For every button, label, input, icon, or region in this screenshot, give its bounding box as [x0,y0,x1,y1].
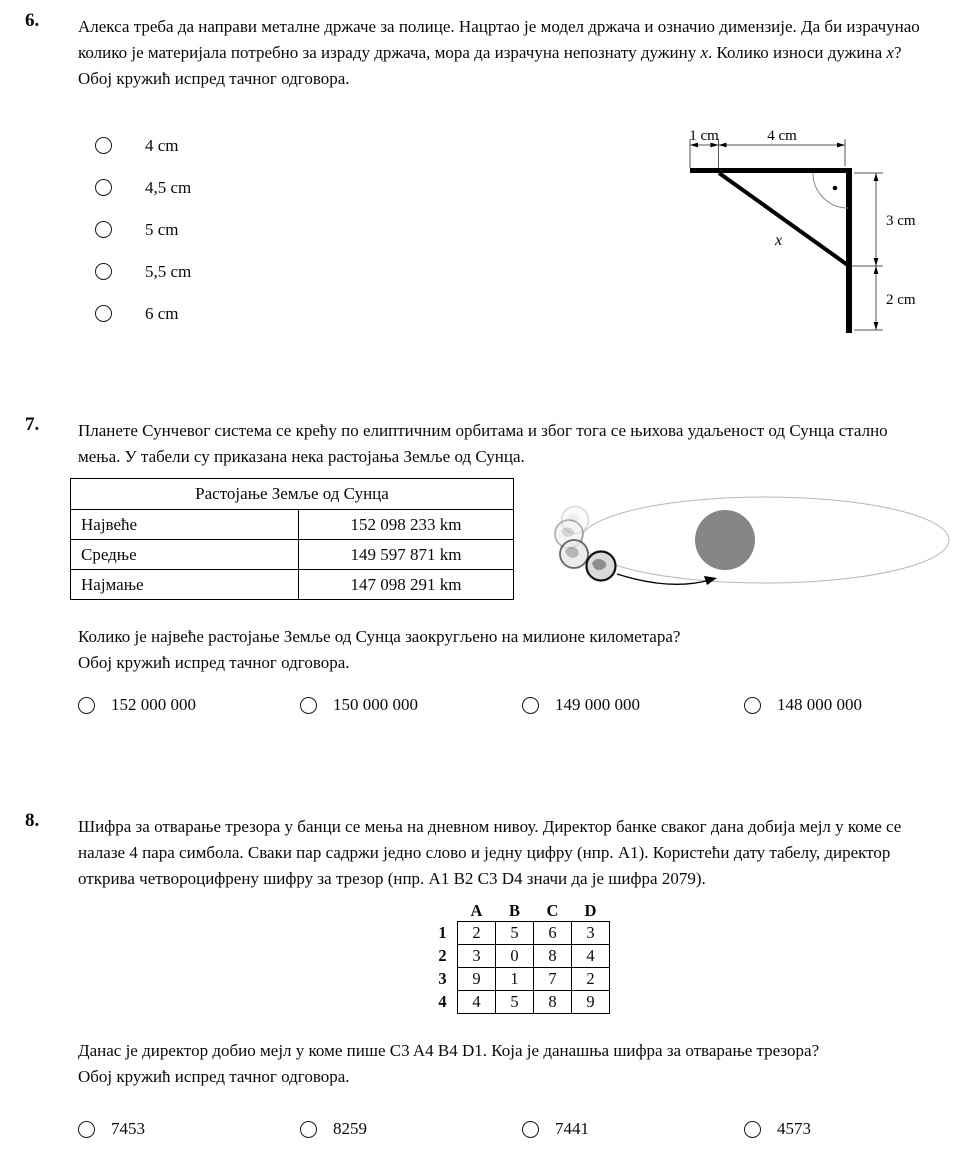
answer-option-label: 149 000 000 [555,695,640,714]
grid-cell: 3 [572,922,610,945]
sun-icon [695,510,755,570]
distance-row-label: Најмање [71,570,299,600]
question-8-instruction: Обој кружић испред тачног одговора. [78,1067,350,1086]
answer-option-label: 7453 [111,1119,145,1138]
arrowhead-icon [704,576,717,585]
answer-option [522,695,640,715]
orbit-illustration [528,478,952,606]
radio-button-icon[interactable] [300,697,317,714]
question-8-options [78,1119,934,1139]
radio-button-icon[interactable] [744,697,761,714]
answer-option [95,221,191,238]
question-7-text: Планете Сунчевог система се крећу по елиптичним орбитама и због тога се њихова удаљеност од Сунца стално мења. У табели су приказана нека растојања Земље од Сунца. [78,421,888,466]
earth-icon [587,552,616,581]
orbit-ellipse [581,497,949,583]
right-angle-dot [833,186,838,191]
question-7-body [78,418,934,470]
table-row [432,945,610,968]
table-row [432,968,610,991]
grid-cell: 5 [496,922,534,945]
distance-row-value: 149 597 871 km [299,540,514,570]
grid-cell: 7 [534,968,572,991]
radio-button-icon[interactable] [78,1121,95,1138]
table-row [432,922,610,945]
answer-option [78,695,196,715]
question-6-text: Алекса треба да направи металне држаче за полице. Нацртао је модел држача и означио димензије. Да би израчунао колико је материјала потребно за израду држача, мора да израчуна непознату дужину x. Колико износи дужина x? [78,17,920,62]
dimension-label-3cm: 3 cm [886,213,916,229]
grid-cell: 9 [572,991,610,1014]
answer-option-label: 4 cm [145,135,179,155]
answer-option-label: 6 cm [145,303,179,323]
table-row [71,570,514,600]
grid-cell: 2 [572,968,610,991]
distance-row-label: Средње [71,540,299,570]
grid-cell: 0 [496,945,534,968]
question-7-instruction: Обој кружић испред тачног одговора. [78,653,350,672]
answer-option [95,305,191,322]
grid-cell: 6 [534,922,572,945]
dimension-label-1cm: 1 cm [689,128,719,144]
question-6-instruction: Обој кружић испред тачног одговора. [78,69,350,88]
grid-cell: 2 [458,922,496,945]
answer-option-label: 4,5 cm [145,177,192,197]
radio-button-icon[interactable] [95,179,112,196]
grid-cell: 5 [496,991,534,1014]
grid-cell: 8 [534,991,572,1014]
code-grid-table [432,901,610,1014]
radio-button-icon[interactable] [522,697,539,714]
table-row [71,540,514,570]
unknown-side-label: x [775,232,783,249]
question-8-number: 8. [25,810,40,831]
radio-button-icon[interactable] [95,305,112,322]
grid-row-header: 1 [438,923,447,942]
distance-row-value: 147 098 291 km [299,570,514,600]
earth-ghost-icon [560,540,588,568]
answer-option-label: 5 cm [145,219,179,239]
question-7-prompt [78,624,934,676]
distance-table-title: Растојање Земље од Сунца [71,479,514,510]
right-angle-arc [813,173,848,208]
grid-col-header: A [470,901,483,920]
bracket-diagonal-bar [719,173,849,266]
dimension-label-2cm: 2 cm [886,292,916,308]
answer-option-label: 148 000 000 [777,695,862,714]
question-7-question: Колико је највеће растојање Земље од Сунца заокругљено на милионе километара? [78,627,681,646]
radio-button-icon[interactable] [78,697,95,714]
answer-option [300,695,418,715]
question-8-prompt [78,1038,934,1090]
answer-option-label: 7441 [555,1119,589,1138]
dimension-label-4cm: 4 cm [767,128,797,144]
grid-col-header: B [508,901,520,920]
grid-cell: 8 [534,945,572,968]
grid-col-header: C [546,901,559,920]
answer-option-label: 152 000 000 [111,695,196,714]
distance-row-label: Највеће [71,510,299,540]
table-row [71,510,514,540]
distance-table [70,478,514,600]
grid-cell: 4 [458,991,496,1014]
radio-button-icon[interactable] [95,221,112,238]
grid-row-header: 3 [438,969,447,988]
answer-option-label: 150 000 000 [333,695,418,714]
table-row [432,901,610,922]
question-7-number: 7. [25,414,40,435]
bracket-vertical-bar [846,168,852,333]
distance-row-value: 152 098 233 km [299,510,514,540]
radio-button-icon[interactable] [95,137,112,154]
grid-cell: 9 [458,968,496,991]
answer-option [522,1119,589,1139]
radio-button-icon[interactable] [300,1121,317,1138]
answer-option-label: 4573 [777,1119,811,1138]
table-row [71,479,514,510]
answer-option-label: 8259 [333,1119,367,1138]
answer-option [95,137,191,154]
question-7-options [78,695,934,715]
answer-option [744,1119,811,1139]
answer-option [95,179,191,196]
answer-option [78,1119,145,1139]
answer-option [95,263,191,280]
radio-button-icon[interactable] [522,1121,539,1138]
question-6-options [95,137,191,347]
grid-col-header: D [584,901,597,920]
question-6-number: 6. [25,10,40,31]
grid-row-header: 4 [438,992,447,1011]
answer-option-label: 5,5 cm [145,261,192,281]
question-8-text: Шифра за отварање трезора у банци се мења на дневном нивоу. Директор банке сваког дана добија мејл у коме се налазе 4 пара симбола. Сваки пар садржи једно слово и једну цифру (нпр. A1). Користећи дату табелу, директор открива четвороцифрену шифру за трезор (нпр. A1 B2 C3 D4 значи да је шифра 2079). [78,817,902,888]
question-8-body [78,814,934,892]
bracket-top-bar [690,168,852,173]
grid-cell: 3 [458,945,496,968]
radio-button-icon[interactable] [95,263,112,280]
grid-cell: 1 [496,968,534,991]
bracket-diagram [680,118,957,345]
radio-button-icon[interactable] [744,1121,761,1138]
answer-option [744,695,862,715]
question-8-question: Данас је директор добио мејл у коме пише C3 A4 B4 D1. Која је данашња шифра за отварање трезора? [78,1041,820,1060]
question-6-body [78,14,934,92]
answer-option [300,1119,367,1139]
grid-row-header: 2 [438,946,447,965]
table-row [432,991,610,1014]
grid-cell: 4 [572,945,610,968]
